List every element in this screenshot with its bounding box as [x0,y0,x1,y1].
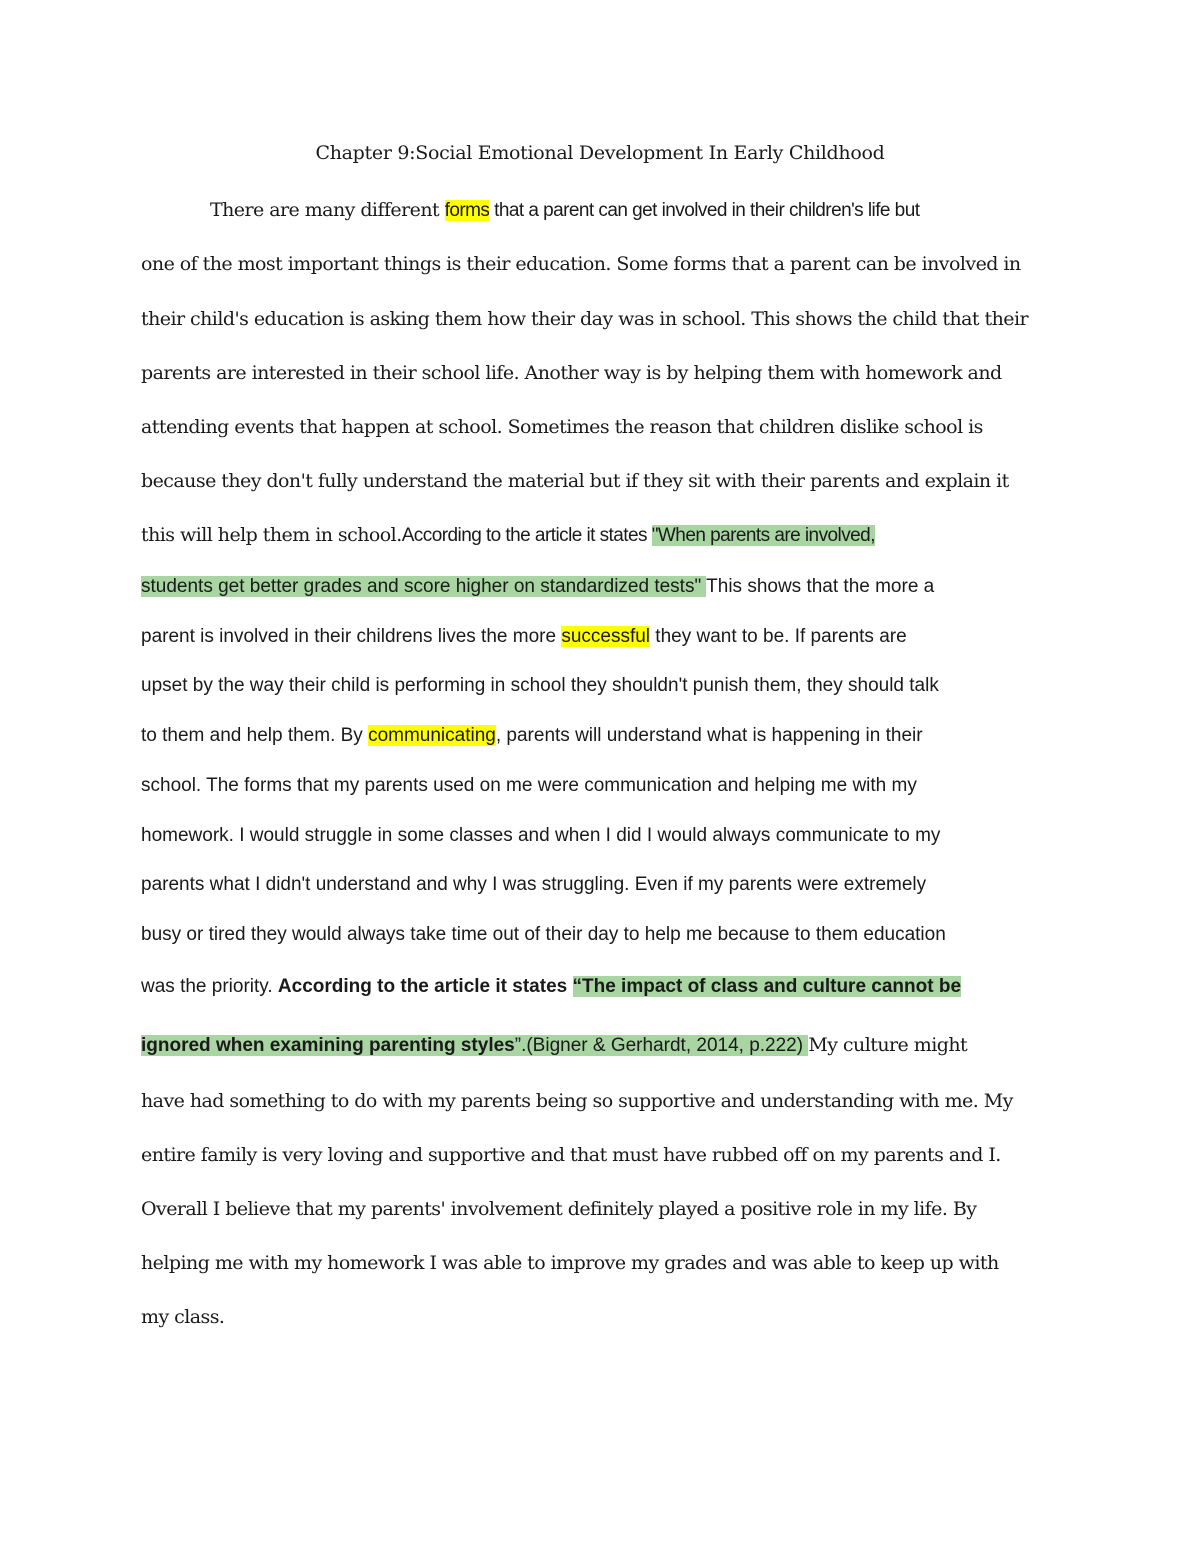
paragraph-line-7: this will help them in school.According to the article it states "When parents are involved, [141,524,875,546]
paragraph-line-21: helping me with my homework I was able to improve my grades and was able to keep up with [141,1252,999,1274]
quote-highlight-2: students get better grades and score higher on standardized tests" [141,576,707,597]
paragraph-line-14: parents what I didn't understand and why I was struggling. Even if my parents were extremely [141,874,927,895]
paragraph-line-8: students get better grades and score higher on standardized tests" This shows that the more a [141,576,935,597]
paragraph-line-9: parent is involved in their childrens lives the more successful they want to be. If parents are [141,626,907,647]
paragraph-line-20: Overall I believe that my parents' involvement definitely played a positive role in my life. By [141,1198,977,1220]
paragraph-line-19: entire family is very loving and supportive and that must have rubbed off on my parents and I. [141,1144,1001,1166]
paragraph-line-17: ignored when examining parenting styles”.(Bigner & Gerhardt, 2014, p.222) My culture might [141,1034,968,1056]
paragraph-line-6: because they don't fully understand the material but if they sit with their parents and explain it [141,470,1009,492]
citation: ”.(Bigner & Gerhardt, 2014, p.222) [514,1035,809,1056]
paragraph-line-2: one of the most important things is their education. Some forms that a parent can be involved in [141,253,1021,275]
paragraph-line-13: homework. I would struggle in some classes and when I did I would always communicate to my [141,825,941,846]
paragraph-line-18: have had something to do with my parents being so supportive and understanding with me. My [141,1090,1013,1112]
highlight-communicating: communicating [368,725,496,746]
paragraph-line-5: attending events that happen at school. Sometimes the reason that children dislike school is [141,416,983,438]
highlight-forms: forms [444,200,490,221]
paragraph-line-16: was the priority. According to the article it states “The impact of class and culture cannot be [141,976,962,997]
paragraph-line-12: school. The forms that my parents used on me were communication and helping me with my [141,775,917,796]
paragraph-line-3: their child's education is asking them how their day was in school. This shows the child that their [141,308,1029,330]
quote-highlight-3: “The impact of class and culture cannot be [572,976,962,997]
quote-highlight-4: ignored when examining parenting styles [141,1035,515,1056]
quote-highlight-1: "When parents are involved, [651,525,875,546]
paragraph-line-15: busy or tired they would always take time out of their day to help me because to them education [141,924,946,945]
paragraph-line-4: parents are interested in their school life. Another way is by helping them with homework and [141,362,1002,384]
document-title: Chapter 9:Social Emotional Development In Early Childhood [315,142,885,164]
highlight-successful: successful [561,626,651,647]
paragraph-line-22: my class. [141,1306,225,1328]
paragraph-line-10: upset by the way their child is performing in school they shouldn't punish them, they should talk [141,675,939,696]
paragraph-line-11: to them and help them. By communicating, parents will understand what is happening in their [141,725,923,746]
paragraph-line-1: There are many different forms that a parent can get involved in their children's life but [210,199,920,221]
